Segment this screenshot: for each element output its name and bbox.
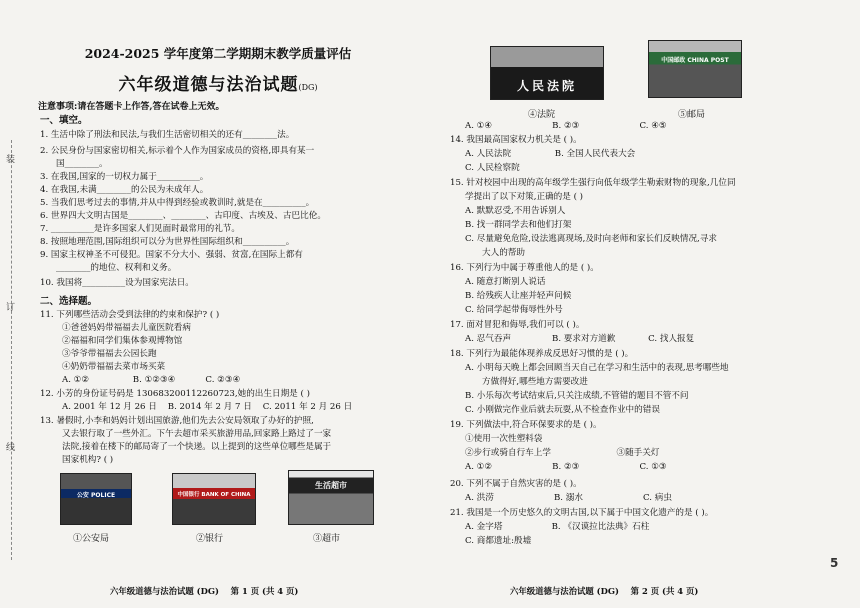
question-line: 13. 暑假时,小李和妈妈计划出国旅游,他们先去公安局领取了办好的护照, xyxy=(40,416,314,426)
question-line: 19. 下列做法中,符合环保要求的是 ( )。 xyxy=(450,420,602,430)
question-line: 学提出了以下对策,正确的是 ( ) xyxy=(465,192,584,202)
post-office-photo: 中国邮政 CHINA POST xyxy=(648,40,742,98)
option-line: ②步行或骑自行车上学 ③随手关灯 xyxy=(465,448,660,458)
option-line: C. 商都遗址:殷墟 xyxy=(465,536,532,546)
section-heading-choice: 二、选择题。 xyxy=(40,296,98,307)
corner-mark: 5 xyxy=(830,556,839,570)
caption-post-office: ⑤邮局 xyxy=(678,110,706,120)
binding-mark: 装 xyxy=(6,155,16,165)
question-line: 2. 公民身份与国家密切相关,标示着个人作为国家成员的资格,即具有某一 xyxy=(40,146,315,156)
option-line: B. 给残疾人让座并轻声问候 xyxy=(465,291,572,301)
option-line: B. 小乐每次考试结束后,只关注成绩,不管错的题目不管不问 xyxy=(465,391,689,401)
exam-title: 2024-2025 学年度第二学期期末教学质量评估 xyxy=(84,46,352,61)
question-line: 17. 面对冒犯和侮辱,我们可以 ( )。 xyxy=(450,320,585,330)
question-line: 国家机构? ( ) xyxy=(62,455,114,465)
answer-choices: A. 洪涝 B. 溺水 C. 病虫 xyxy=(465,493,672,503)
option-line: B. 找一群同学去和他们打架 xyxy=(465,220,572,230)
exam-notice: 注意事项:请在答题卡上作答,答在试卷上无效。 xyxy=(38,102,225,112)
page-footer-1: 六年级道德与法治试题 (DG) 第 1 页 (共 4 页) xyxy=(110,586,299,596)
bank-photo: 中国银行 BANK OF CHINA xyxy=(172,473,256,525)
question-line: 4. 在我国,未满________的公民为未成年人。 xyxy=(40,185,209,195)
question-line: 10. 我国将__________设为国家宪法日。 xyxy=(40,278,194,288)
question-line: 8. 按照地理范围,国际组织可以分为世界性国际组织和__________。 xyxy=(40,237,295,247)
binding-mark: 订 xyxy=(6,303,16,313)
option-line: ①爸爸妈妈带福福去儿童医院看病 xyxy=(62,323,191,333)
question-line: 5. 当我们思考过去的事情,并从中得到经验或教训时,就是在__________。 xyxy=(40,198,315,208)
binding-mark: 线 xyxy=(6,443,16,453)
option-line: ①使用一次性塑料袋 xyxy=(465,434,543,444)
answer-choices: A. ①② B. ②③ C. ①③ xyxy=(465,462,667,472)
option-line: ④奶奶带福福去菜市场买菜 xyxy=(62,362,166,372)
option-line: A. 小明每天晚上都会回顾当天自己在学习和生活中的表现,思考哪些地 xyxy=(465,363,729,373)
answer-choices: A. 金字塔 B. 《汉谟拉比法典》石柱 xyxy=(465,522,650,532)
option-line: ②福福和同学们集体参观博物馆 xyxy=(62,336,183,346)
question-line: 6. 世界四大文明古国是________、________、古印度、古埃及、古巴比伦。 xyxy=(40,211,326,221)
supermarket-photo: 生活超市 xyxy=(288,470,374,525)
question-line: 11. 下列哪些活动会受到法律的约束和保护? ( ) xyxy=(40,310,220,320)
question-line: 14. 我国最高国家权力机关是 ( )。 xyxy=(450,135,582,145)
answer-choices: A. 2001 年 12 月 26 日 B. 2014 年 2 月 7 日 C. 2011 年 2 月 26 日 xyxy=(62,402,353,412)
question-line: 法院,接着在楼下的邮局寄了一个快递。以上提到的这些单位哪些是属于 xyxy=(62,442,332,452)
question-line: 7. __________是许多国家人们见面时最常用的礼节。 xyxy=(40,224,240,234)
question-line: 20. 下列不属于自然灾害的是 ( )。 xyxy=(450,479,582,489)
option-line: ③爷爷带福福去公园长跑 xyxy=(62,349,157,359)
exam-page-2 xyxy=(430,0,860,608)
caption-bank: ②银行 xyxy=(196,534,224,544)
answer-choices: A. 忍气吞声 B. 要求对方道歉 C. 找人报复 xyxy=(465,334,695,344)
question-line: 18. 下列行为最能体现养成反思好习惯的是 ( )。 xyxy=(450,349,634,359)
question-line: 9. 国家主权神圣不可侵犯。国家不分大小、强弱、贫富,在国际上都有 xyxy=(40,250,303,260)
question-line: 国________。 xyxy=(56,159,108,169)
option-line: C. 小刚做完作业后就去玩耍,从不检查作业中的错误 xyxy=(465,405,660,415)
answer-choices: A. ①② B. ①②③④ C. ②③④ xyxy=(62,375,241,385)
question-line: 21. 我国是一个历史悠久的文明古国,以下属于中国文化遗产的是 ( )。 xyxy=(450,508,714,518)
exam-subtitle: 六年级道德与法治试题(DG) xyxy=(118,75,318,95)
caption-court: ④法院 xyxy=(528,110,556,120)
option-line: C. 人民检察院 xyxy=(465,163,520,173)
option-line: A. 随意打断别人说话 xyxy=(465,277,546,287)
police-station-photo: 公安 POLICE xyxy=(60,473,132,525)
answer-choices: A. ①④ B. ②③ C. ④⑤ xyxy=(465,121,667,131)
section-heading-fill: 一、填空。 xyxy=(40,115,88,126)
question-line: 3. 在我国,国家的一切权力属于__________。 xyxy=(40,172,209,182)
option-line: C. 尽量避免危险,设法逃离现场,及时向老师和家长们反映情况,寻求 xyxy=(465,234,717,244)
answer-choices: A. 人民法院 B. 全国人民代表大会 xyxy=(465,149,636,159)
question-line: 15. 针对校园中出现的高年级学生强行向低年级学生勒索财物的现象,几位同 xyxy=(450,178,736,188)
question-line: ________的地位、权利和义务。 xyxy=(56,263,177,273)
question-line: 1. 生活中除了刑法和民法,与我们生活密切相关的还有________法。 xyxy=(40,130,295,140)
page-footer-2: 六年级道德与法治试题 (DG) 第 2 页 (共 4 页) xyxy=(510,586,699,596)
question-line: 12. 小芳的身份证号码是 130683200112260723,她的出生日期是 ( ) xyxy=(40,389,310,399)
court-photo: 人民法院 xyxy=(490,46,604,100)
option-line: 大人的帮助 xyxy=(482,248,525,258)
question-line: 又去银行取了一些外汇。下午去超市采买旅游用品,回家路上路过了一家 xyxy=(62,429,332,439)
question-line: 16. 下列行为中属于尊重他人的是 ( )。 xyxy=(450,263,599,273)
option-line: C. 给同学起带侮辱性外号 xyxy=(465,305,563,315)
caption-supermarket: ③超市 xyxy=(313,534,341,544)
option-line: A. 默默忍受,不用告诉别人 xyxy=(465,206,566,216)
option-line: 方做得好,哪些地方需要改进 xyxy=(482,377,588,387)
caption-police: ①公安局 xyxy=(73,534,110,544)
